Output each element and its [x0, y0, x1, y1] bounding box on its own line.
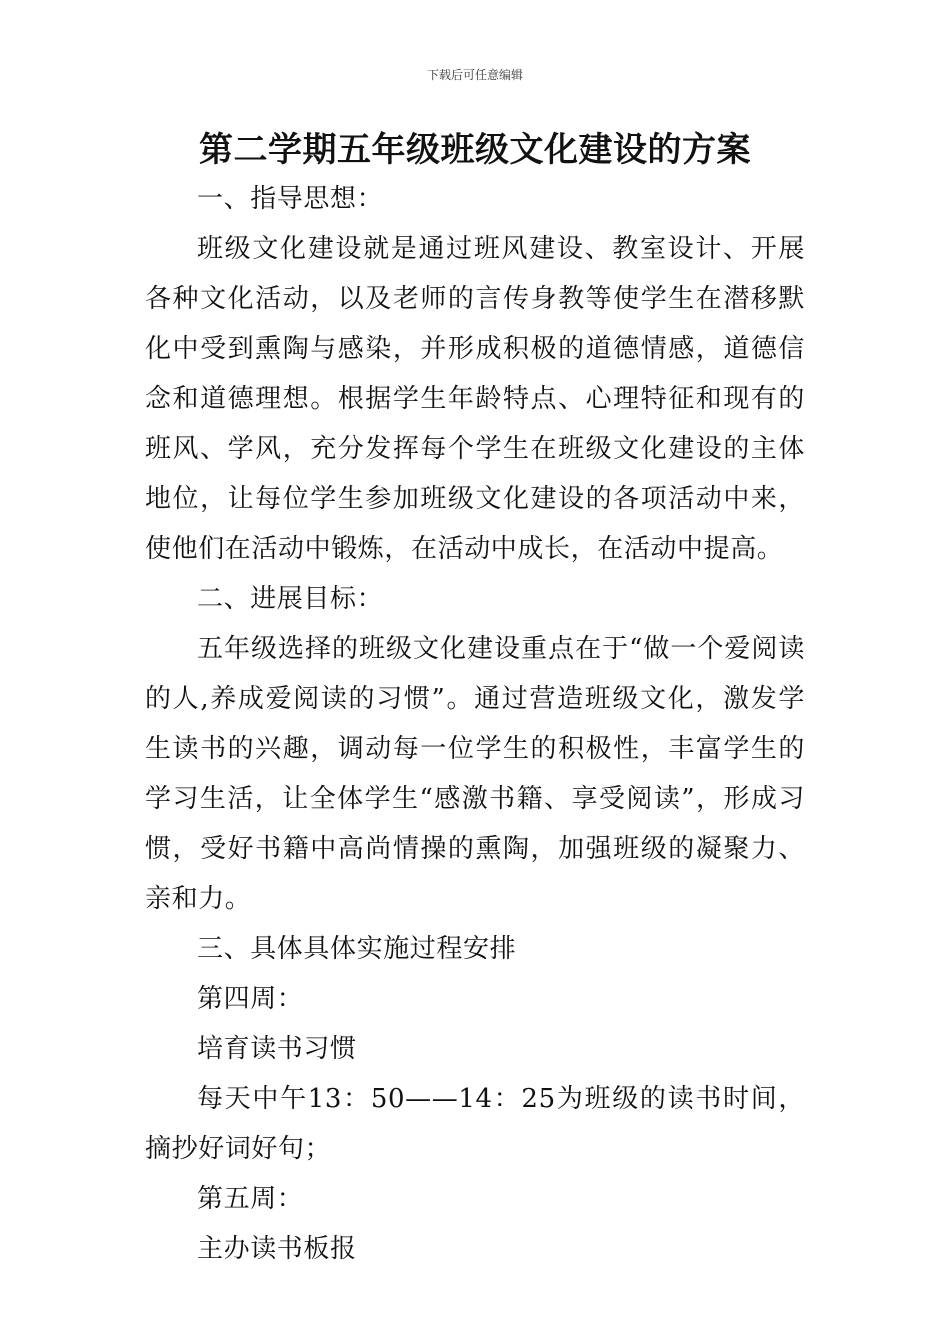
- paragraph-goals: 五年级选择的班级文化建设重点在于“做一个爱阅读的人,养成爱阅读的习惯”。通过营造班级文化，激发学生读书的兴趣，调动每一位学生的积极性，丰富学生的学习生活，让全体学生“感激书籍、享受阅读”，形成习惯，受好书籍中高尚情操的熏陶，加强班级的凝聚力、亲和力。: [145, 634, 805, 914]
- paragraph-guiding-ideology: 班级文化建设就是通过班风建设、教室设计、开展各种文化活动，以及老师的言传身教等使学生在潜移默化中受到熏陶与感染，并形成积极的道德情感，道德信念和道德理想。根据学生年龄特点、心理特征和现有的班风、学风，充分发挥每个学生在班级文化建设的主体地位，让每位学生参加班级文化建设的各项活动中来，使他们在活动中锻炼，在活动中成长，在活动中提高。: [145, 234, 805, 564]
- section-heading-goals: 二、进展目标：: [197, 584, 384, 614]
- week-four-heading: 第四周：: [197, 984, 304, 1014]
- week-four-detail: 每天中午13：50——14：25为班级的读书时间，摘抄好词好句；: [145, 1084, 805, 1164]
- week-five-heading: 第五周：: [197, 1184, 304, 1214]
- week-four-activity: 培育读书习惯: [197, 1034, 357, 1064]
- document-body: [145, 174, 805, 1274]
- section-heading-implementation: 三、具体具体实施过程安排: [197, 934, 517, 964]
- page-header-note: 下载后可任意编辑: [426, 68, 523, 82]
- week-five-activity: 主办读书板报: [197, 1234, 357, 1264]
- section-heading-guiding-ideology: 一、指导思想：: [197, 184, 384, 214]
- document-title: 第二学期五年级班级文化建设的方案: [199, 130, 751, 170]
